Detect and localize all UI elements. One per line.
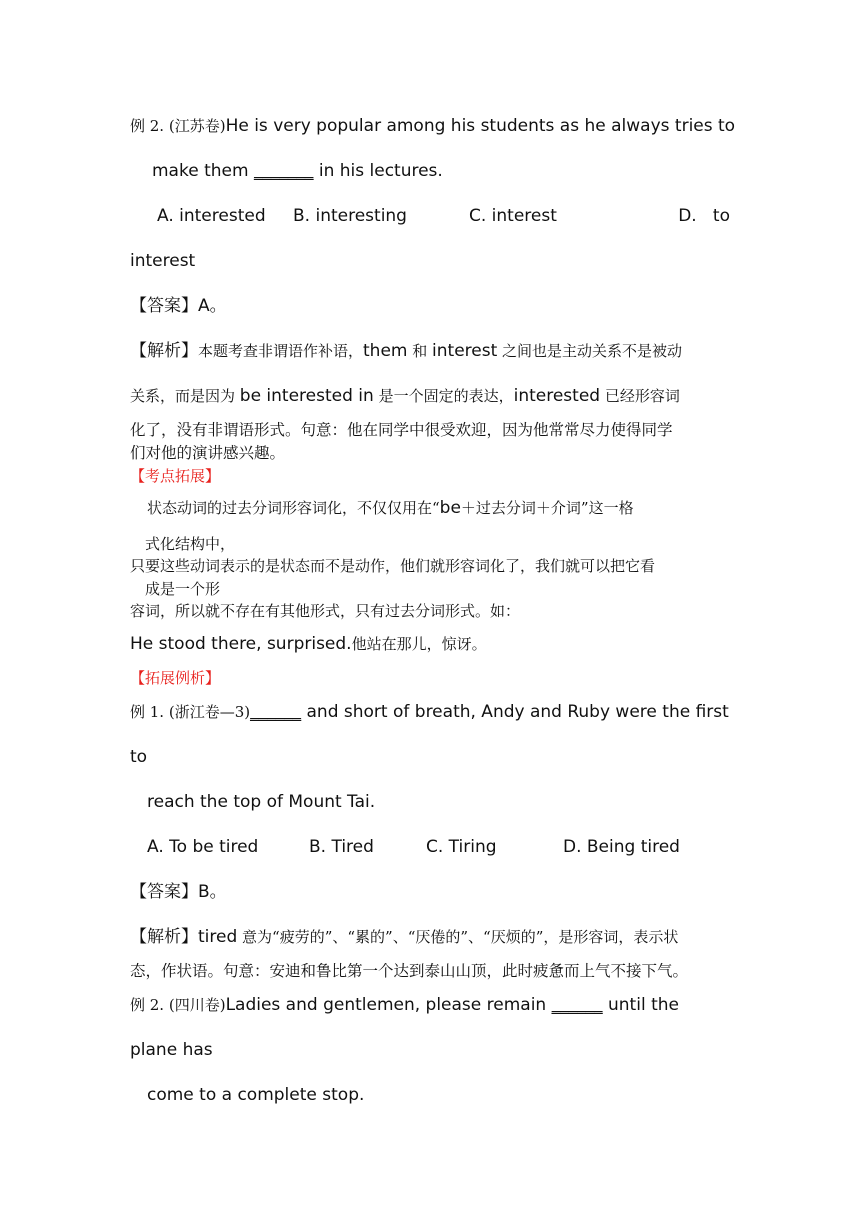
option-a: A. To be tired — [147, 837, 259, 857]
ext-example — [130, 633, 730, 655]
ext-q2-stem-line1: 例 2. (四川卷)Ladies and gentlemen, please remain ______ until the — [130, 995, 679, 1015]
ext-q2-stem-line3: come to a complete stop. — [147, 1085, 365, 1105]
ext-para-line4: 成是一个形 — [145, 580, 221, 598]
q1-analysis-line2: 关系，而是因为 be interested in 是一个固定的表达，interested 已经形容词 — [130, 386, 680, 406]
ext-para-line1: 状态动词的过去分词形容词化，不仅仅用在“be＋过去分词＋介词”这一格 — [147, 498, 634, 518]
ext-q2-label: 例 2. (四川卷) — [130, 996, 226, 1014]
answer-blank: ______ — [551, 995, 603, 1015]
answer-blank: ______ — [250, 702, 302, 722]
q1-answer: 【答案】A。 — [130, 296, 227, 316]
ext-q1-analysis-line1: 【解析】tired 意为“疲劳的”、“累的”、“厌倦的”、“厌烦的”，是形容词，表示状 — [130, 927, 679, 947]
ext-q1-stem-line2: to — [130, 747, 148, 767]
ext-q1-stem-line3: reach the top of Mount Tai. — [147, 792, 376, 812]
option-d: D. Being tired — [563, 837, 680, 857]
option-a: A. interested — [157, 206, 266, 226]
ext-q1-stem-line1: 例 1. (浙江卷—3)______ and short of breath, Andy and Ruby were the first — [130, 702, 729, 722]
q1-stem-text: He is very popular among his students as he always tries to — [225, 116, 736, 136]
ext-q2-stem-line2: plane has — [130, 1040, 213, 1060]
option-c: C. Tiring — [426, 837, 497, 857]
option-d: D. to — [678, 206, 730, 226]
option-c: C. interest — [469, 206, 557, 226]
answer-blank: _______ — [253, 161, 314, 181]
ext-para-line3: 只要这些动词表示的是状态而不是动作，他们就形容词化了，我们就可以把它看 — [130, 557, 656, 575]
ext-q1-label: 例 1. (浙江卷—3) — [130, 703, 251, 721]
ext-ex-heading: 【拓展例析】 — [130, 669, 221, 687]
q1-analysis-line3: 化了，没有非谓语形式。句意：他在同学中很受欢迎，因为他常常尽力使得同学 — [130, 421, 673, 439]
q1-label: 例 2. (江苏卷) — [130, 117, 226, 135]
q1-stem-line2: make them _______ in his lectures. — [152, 161, 443, 181]
q1-option-tail: interest — [130, 251, 196, 271]
q1-analysis-line1: 【解析】本题考查非谓语作补语，them 和 interest 之间也是主动关系不是被动 — [130, 341, 683, 361]
option-b: B. interesting — [293, 206, 407, 226]
ext-q1-analysis-line2: 态，作状语。句意：安迪和鲁比第一个达到泰山山顶，此时疲惫而上气不接下气。 — [130, 962, 689, 980]
ext-q1-answer: 【答案】B。 — [130, 882, 227, 902]
ext-heading: 【考点拓展】 — [130, 467, 221, 485]
q1-stem-line1 — [130, 115, 736, 137]
q1-analysis-line4: 们对他的演讲感兴趣。 — [130, 444, 286, 462]
option-b: B. Tired — [309, 837, 374, 857]
ext-para-line5: 容词，所以就不存在有其他形式，只有过去分词形式。如： — [130, 602, 521, 620]
ext-para-line2: 式化结构中， — [145, 535, 236, 553]
example-english: He stood there, surprised. — [130, 634, 352, 654]
example-chinese: 他站在那儿，惊讶。 — [351, 635, 487, 653]
